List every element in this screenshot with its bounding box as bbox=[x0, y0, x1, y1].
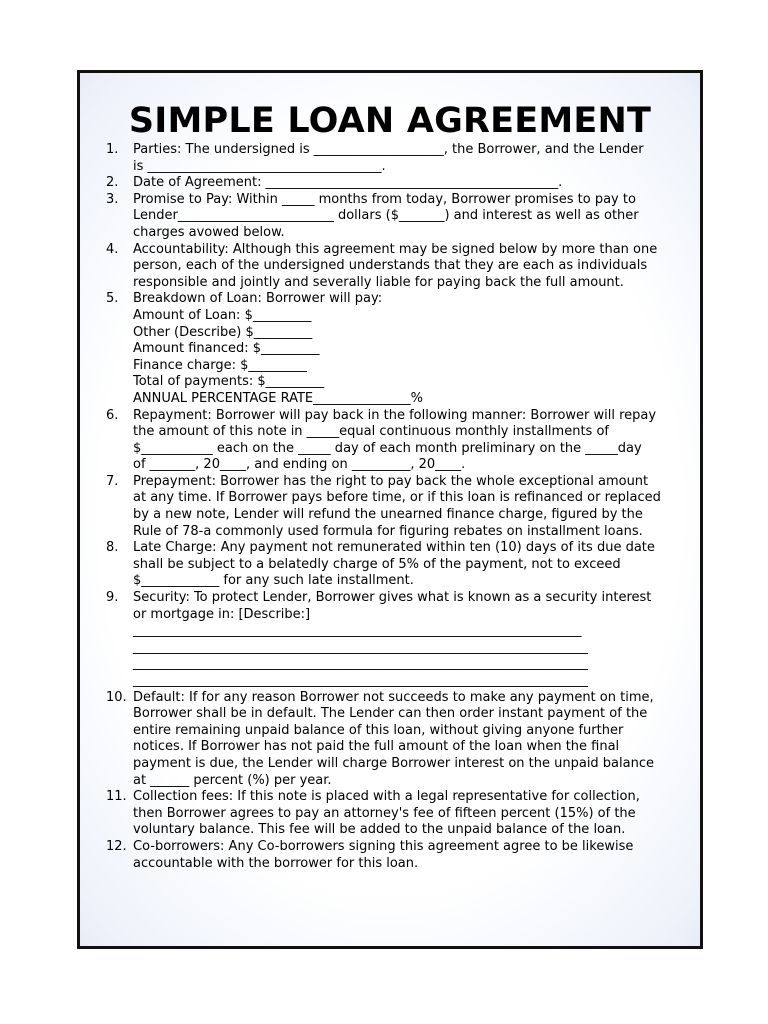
clause-text-line: responsible and jointly and severally liable for paying back the full amount. bbox=[133, 274, 624, 290]
clause-item bbox=[106, 839, 696, 872]
clause-text-line: notices. If Borrower has not paid the full amount of the loan when the final bbox=[133, 739, 620, 755]
clause-number: 2. bbox=[106, 175, 119, 191]
clause-text-line: accountable with the borrower for this loan. bbox=[133, 855, 419, 871]
clause-text-line: the amount of this note in _____equal continuous monthly installments of bbox=[133, 424, 609, 440]
clause-text-line: Lender________________________ dollars ($_______) and interest as well as other bbox=[133, 208, 639, 224]
clause-text-line: at any time. If Borrower pays before time, or if this loan is refinanced or replaced bbox=[133, 490, 661, 506]
clause-item bbox=[106, 540, 696, 590]
clause-text-line: Collection fees: If this note is placed with a legal representative for collection, bbox=[133, 789, 640, 805]
clause-text-line: of _______, 20____, and ending on _________, 20____. bbox=[133, 457, 466, 473]
clause-text-line: Rule of 78-a commonly used formula for figuring rebates on installment loans. bbox=[133, 523, 643, 539]
clause-text-line: _____________________________________________________________________ bbox=[133, 623, 582, 639]
clause-text-line: Borrower shall be in default. The Lender can then order instant payment of the bbox=[133, 706, 648, 722]
document-title: SIMPLE LOAN AGREEMENT bbox=[128, 101, 652, 141]
clause-number: 9. bbox=[106, 590, 119, 606]
clause-number: 1. bbox=[106, 142, 119, 157]
clause-text-line: Parties: The undersigned is ____________________, the Borrower, and the Lender bbox=[133, 142, 644, 157]
clause-text-line: person, each of the undersigned understands that they are each as individuals bbox=[133, 258, 648, 274]
clause-text-line: Finance charge: $_________ bbox=[133, 357, 307, 373]
clause-text-line: then Borrower agrees to pay an attorney's fee of fifteen percent (15%) of the bbox=[133, 805, 636, 821]
clause-number: 11. bbox=[106, 789, 127, 805]
clause-text-line: Amount of Loan: $_________ bbox=[133, 307, 312, 323]
clause-item bbox=[106, 291, 696, 407]
clause-text-line: at ______ percent (%) per year. bbox=[133, 772, 332, 788]
numbered-clause-list bbox=[106, 142, 696, 872]
clause-text-line: ______________________________________________________________________ bbox=[133, 673, 588, 688]
clause-text-line: Promise to Pay: Within _____ months from today, Borrower promises to pay to bbox=[133, 191, 636, 207]
clause-number: 5. bbox=[106, 291, 119, 307]
clause-text-line: $____________ for any such late installment. bbox=[133, 573, 414, 589]
clause-text-line: Security: To protect Lender, Borrower gives what is known as a security interest bbox=[133, 590, 652, 606]
clause-item bbox=[106, 192, 696, 242]
clause-text-line: ANNUAL PERCENTAGE RATE_______________% bbox=[133, 390, 423, 406]
clause-text-line: Amount financed: $_________ bbox=[133, 341, 320, 357]
clause-text-line: Repayment: Borrower will pay back in the following manner: Borrower will repay bbox=[133, 407, 657, 423]
clause-text-line: by a new note, Lender will refund the unearned finance charge, figured by the bbox=[133, 507, 643, 523]
clause-text-line: Other (Describe) $_________ bbox=[133, 324, 313, 340]
clause-text-line: Co-borrowers: Any Co-borrowers signing this agreement agree to be likewise bbox=[133, 838, 634, 854]
clause-item bbox=[106, 590, 696, 690]
clause-text-line: Date of Agreement: _____________________________________________. bbox=[133, 175, 563, 191]
clause-text-line: payment is due, the Lender will charge Borrower interest on the unpaid balance bbox=[133, 755, 654, 771]
clause-number: 4. bbox=[106, 241, 119, 257]
clause-item bbox=[106, 408, 696, 474]
document-page bbox=[77, 70, 703, 949]
clause-text-line: Accountability: Although this agreement may be signed below by more than one bbox=[133, 241, 658, 257]
clause-item bbox=[106, 242, 696, 292]
clause-item bbox=[106, 789, 696, 839]
clause-text-line: voluntary balance. This fee will be added to the unpaid balance of the loan. bbox=[133, 822, 626, 838]
clause-text-line: Late Charge: Any payment not remunerated within ten (10) days of its due date bbox=[133, 540, 655, 556]
clause-number: 3. bbox=[106, 191, 119, 207]
clause-text-line: Prepayment: Borrower has the right to pay back the whole exceptional amount bbox=[133, 473, 649, 489]
clause-item bbox=[106, 690, 696, 790]
clause-text-line: $___________ each on the _____ day of each month preliminary on the _____day bbox=[133, 440, 642, 456]
clause-number: 6. bbox=[106, 407, 119, 423]
clause-text-line: ______________________________________________________________________ bbox=[133, 639, 588, 655]
clause-text-line: entire remaining unpaid balance of this loan, without giving anyone further bbox=[133, 722, 624, 738]
clause-text-line: Default: If for any reason Borrower not succeeds to make any payment on time, bbox=[133, 689, 654, 705]
clause-number: 8. bbox=[106, 540, 119, 556]
clause-text-line: is ____________________________________. bbox=[133, 158, 386, 174]
clause-text-line: ______________________________________________________________________ bbox=[133, 656, 588, 672]
clause-text-line: shall be subject to a belatedly charge of 5% of the payment, not to exceed bbox=[133, 556, 621, 572]
clause-number: 10. bbox=[106, 689, 127, 705]
clause-text-line: Breakdown of Loan: Borrower will pay: bbox=[133, 291, 383, 307]
clause-text-line: Total of payments: $_________ bbox=[133, 374, 325, 390]
clause-item bbox=[106, 142, 696, 175]
clause-text-line: or mortgage in: [Describe:] bbox=[133, 606, 311, 622]
clause-number: 12. bbox=[106, 838, 127, 854]
clause-number: 7. bbox=[106, 473, 119, 489]
clause-text-line: charges avowed below. bbox=[133, 224, 285, 240]
clause-item bbox=[106, 175, 696, 192]
clause-item bbox=[106, 474, 696, 540]
